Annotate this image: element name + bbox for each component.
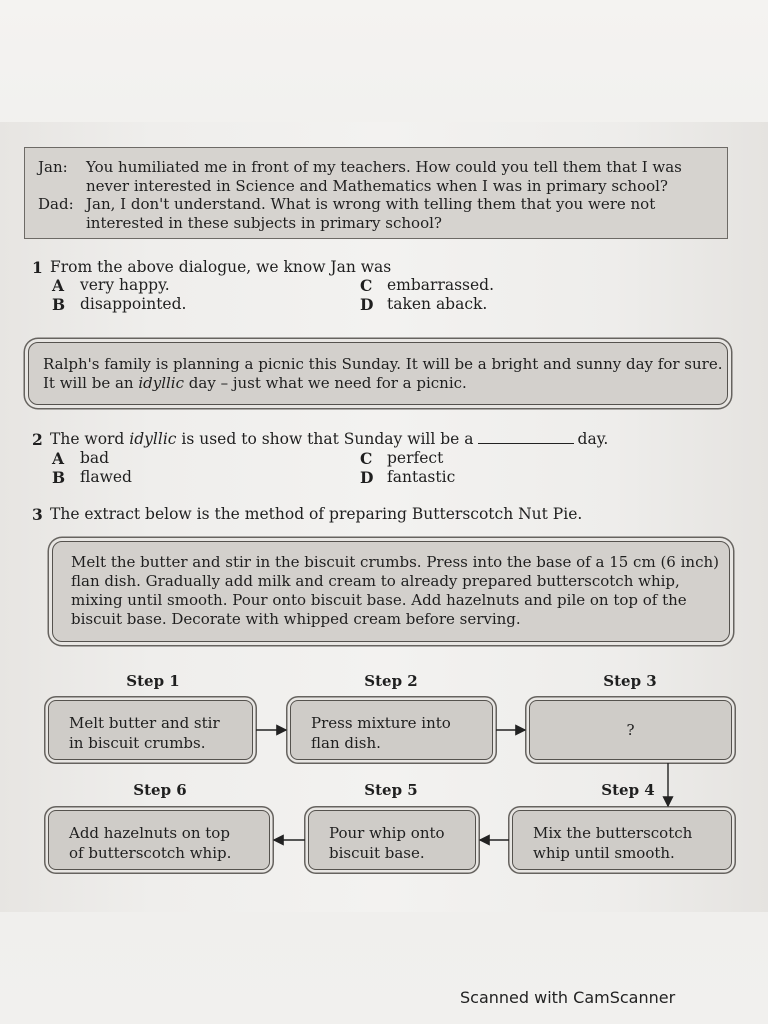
speaker-dad: Dad: bbox=[38, 195, 74, 213]
extract-line: biscuit base. Decorate with whipped cream before serving. bbox=[71, 610, 521, 628]
question-number: 2 bbox=[32, 430, 43, 449]
step-1-label: Step 1 bbox=[126, 672, 180, 690]
extract-line: Melt the butter and stir in the biscuit crumbs. Press into the base of a 15 cm (6 inch) bbox=[71, 553, 719, 571]
stem-text: day. bbox=[577, 430, 609, 448]
option-letter-a: A bbox=[52, 276, 65, 295]
question-stem: The extract below is the method of preparing Butterscotch Nut Pie. bbox=[50, 505, 583, 523]
option-letter-d: D bbox=[360, 295, 374, 314]
step-2-label: Step 2 bbox=[364, 672, 418, 690]
step-3-label: Step 3 bbox=[603, 672, 657, 690]
step-text: Press mixture into bbox=[311, 714, 451, 732]
option-text-b[interactable]: flawed bbox=[80, 468, 132, 486]
scanner-watermark: Scanned with CamScanner bbox=[460, 988, 676, 1007]
passage-sentence-1: Ralph's family is planning a picnic this Sunday. It will be a bright and sunny day for sure. bbox=[43, 355, 723, 373]
option-text-c[interactable]: perfect bbox=[387, 449, 444, 467]
step-4-label: Step 4 bbox=[601, 781, 655, 799]
extract-line: flan dish. Gradually add milk and cream to already prepared butterscotch whip, bbox=[71, 572, 680, 590]
option-letter-b: B bbox=[52, 468, 66, 487]
option-text-a[interactable]: very happy. bbox=[80, 276, 170, 294]
step-text: Pour whip onto bbox=[329, 824, 445, 842]
step-text: Add hazelnuts on top bbox=[69, 824, 230, 842]
option-letter-c: C bbox=[360, 449, 373, 468]
step-text: biscuit base. bbox=[329, 844, 425, 862]
missing-step-marker: ? bbox=[626, 721, 635, 739]
option-letter-b: B bbox=[52, 295, 66, 314]
extract-line: mixing until smooth. Pour onto biscuit base. Add hazelnuts and pile on top of the bbox=[71, 591, 687, 609]
option-text-d[interactable]: taken aback. bbox=[387, 295, 488, 313]
option-text-d[interactable]: fantastic bbox=[387, 468, 456, 486]
question-number: 3 bbox=[32, 505, 43, 524]
stem-text: is used to show that Sunday will be a bbox=[176, 430, 474, 448]
step-5-label: Step 5 bbox=[364, 781, 418, 799]
passage-text: It will be an bbox=[43, 374, 139, 392]
option-letter-a: A bbox=[52, 449, 65, 468]
dialogue-text-dad: Jan, I don't understand. What is wrong with telling them that you were not interested in these subjects in primary school? bbox=[86, 195, 656, 232]
speaker-jan: Jan: bbox=[38, 158, 68, 176]
italic-word: idyllic bbox=[129, 430, 177, 448]
option-letter-c: C bbox=[360, 276, 373, 295]
option-text-a[interactable]: bad bbox=[80, 449, 110, 467]
option-text-c[interactable]: embarrassed. bbox=[387, 276, 495, 294]
stem-text: The word bbox=[50, 430, 130, 448]
italic-word: idyllic bbox=[138, 374, 185, 392]
step-text: in biscuit crumbs. bbox=[69, 734, 206, 752]
step-text: Melt butter and stir bbox=[69, 714, 220, 732]
step-text: of butterscotch whip. bbox=[69, 844, 232, 862]
step-text: flan dish. bbox=[311, 734, 381, 752]
step-6-label: Step 6 bbox=[133, 781, 187, 799]
step-text: whip until smooth. bbox=[533, 844, 675, 862]
step-text: Mix the butterscotch bbox=[533, 824, 693, 842]
question-stem: From the above dialogue, we know Jan was bbox=[50, 258, 392, 276]
dialogue-text-jan: You humiliated me in front of my teachers. How could you tell them that I was never interested in Science and Mathematics when I was in primary school? bbox=[86, 158, 682, 195]
option-letter-d: D bbox=[360, 468, 374, 487]
question-number: 1 bbox=[32, 258, 43, 277]
passage-text: day – just what we need for a picnic. bbox=[184, 374, 467, 392]
option-text-b[interactable]: disappointed. bbox=[80, 295, 187, 313]
